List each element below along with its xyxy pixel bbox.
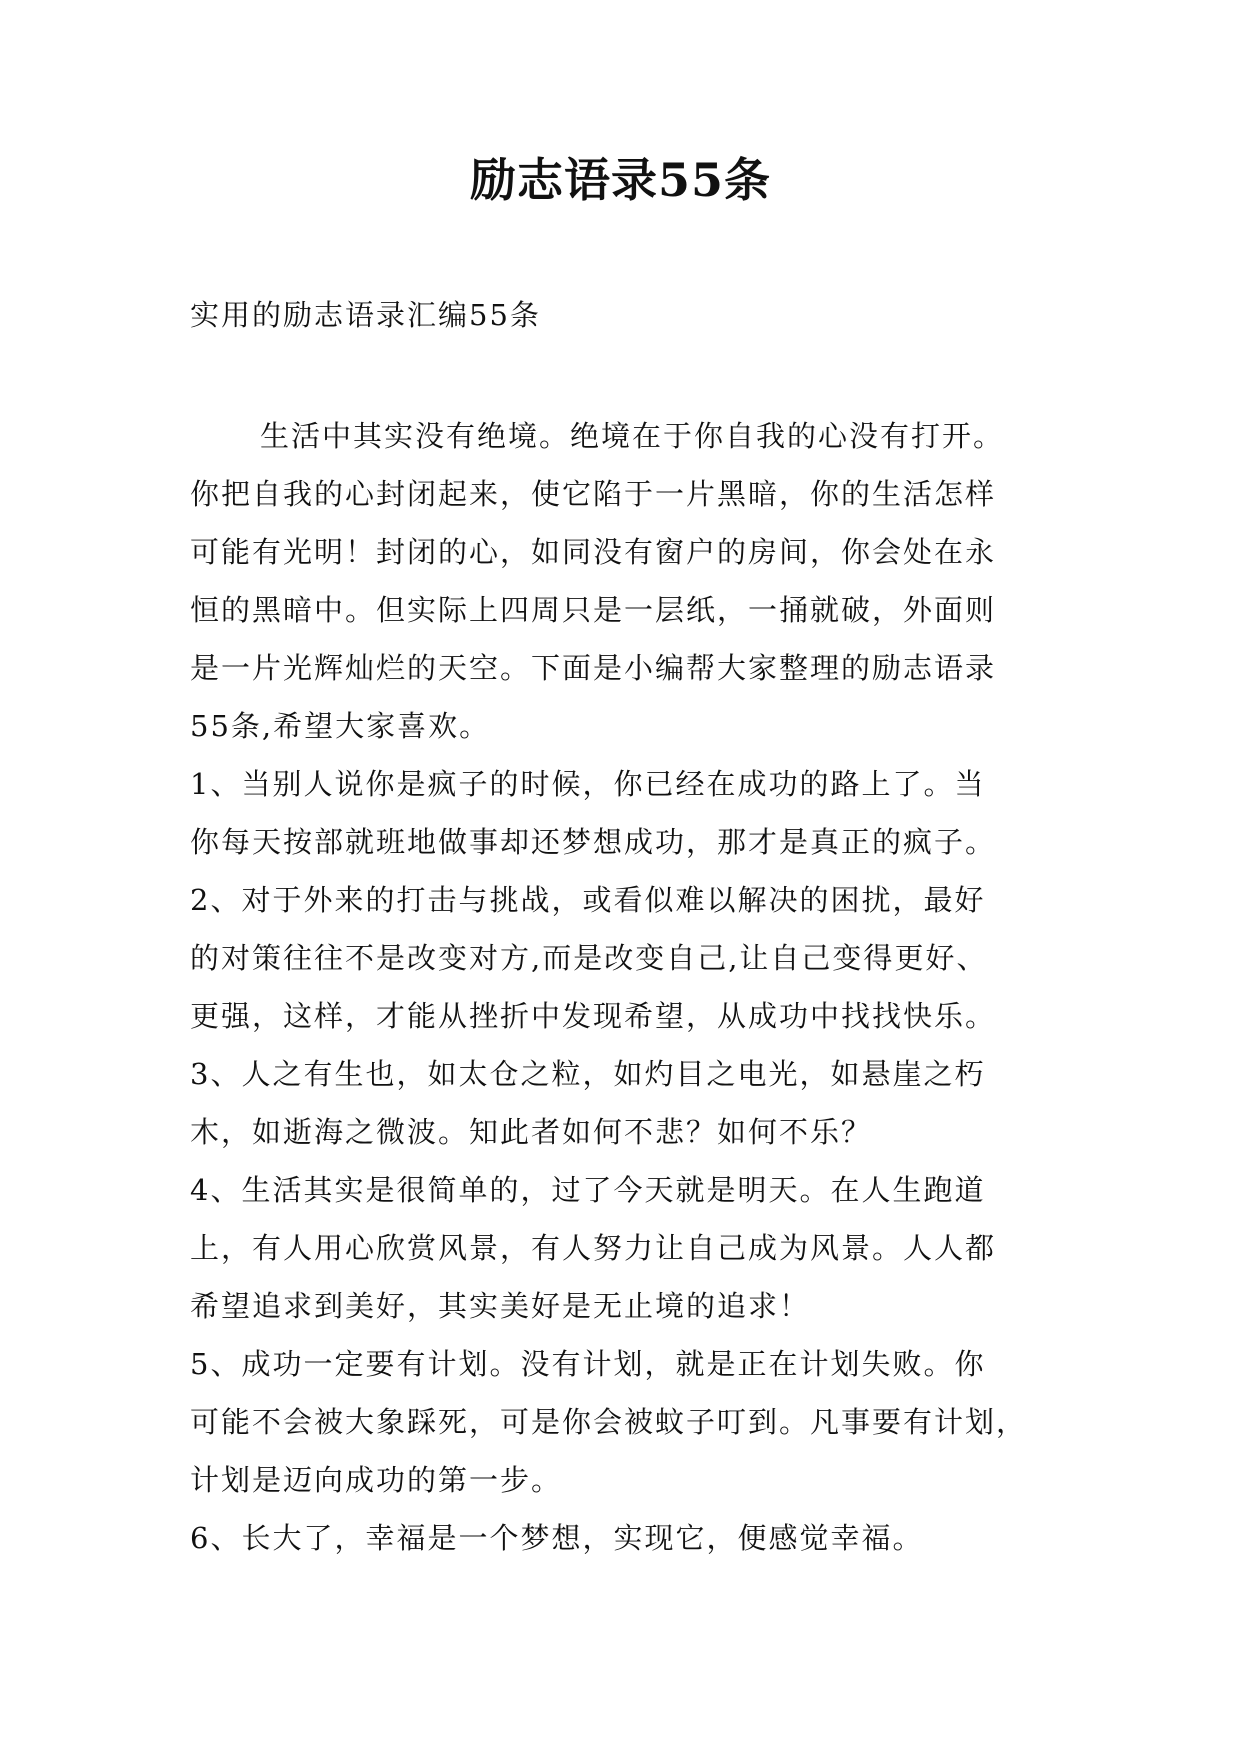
body-line: 5、成功一定要有计划。没有计划，就是正在计划失败。你 xyxy=(190,1347,986,1381)
body-line: 6、长大了，幸福是一个梦想，实现它，便感觉幸福。 xyxy=(190,1521,924,1555)
body-line: 希望追求到美好，其实美好是无止境的追求！ xyxy=(190,1289,811,1323)
body-line: 3、人之有生也，如太仓之粒，如灼目之电光，如悬崖之朽 xyxy=(190,1057,986,1091)
body-line: 可能有光明！封闭的心，如同没有窗户的房间，你会处在永 xyxy=(190,535,997,569)
body-line: 木，如逝海之微波。知此者如何不悲？如何不乐？ xyxy=(190,1115,873,1149)
body-line: 生活中其实没有绝境。绝境在于你自我的心没有打开。 xyxy=(260,419,1005,453)
body-line: 你把自我的心封闭起来，使它陷于一片黑暗，你的生活怎样 xyxy=(190,477,997,511)
body-line: 4、生活其实是很简单的，过了今天就是明天。在人生跑道 xyxy=(190,1173,986,1207)
body-line: 2、对于外来的打击与挑战，或看似难以解决的困扰，最好 xyxy=(190,883,986,917)
document-title: 励志语录55条 xyxy=(469,153,771,207)
document-subtitle: 实用的励志语录汇编55条 xyxy=(190,298,541,332)
body-line: 上，有人用心欣赏风景，有人努力让自己成为风景。人人都 xyxy=(190,1231,997,1265)
body-line: 你每天按部就班地做事却还梦想成功，那才是真正的疯子。 xyxy=(190,825,997,859)
body-line: 恒的黑暗中。但实际上四周只是一层纸，一捅就破，外面则 xyxy=(190,593,997,627)
body-line: 计划是迈向成功的第一步。 xyxy=(190,1463,563,1497)
body-line: 1、当别人说你是疯子的时候，你已经在成功的路上了。当 xyxy=(190,767,986,801)
body-line: 的对策往往不是改变对方,而是改变自己,让自己变得更好、 xyxy=(190,941,988,975)
body-line: 是一片光辉灿烂的天空。下面是小编帮大家整理的励志语录 xyxy=(190,651,997,685)
body-line: 可能不会被大象踩死，可是你会被蚊子叮到。凡事要有计划， xyxy=(190,1405,1028,1439)
document-body xyxy=(190,407,1060,1567)
body-line: 55条,希望大家喜欢。 xyxy=(190,709,491,743)
body-line: 更强，这样，才能从挫折中发现希望，从成功中找找快乐。 xyxy=(190,999,997,1033)
